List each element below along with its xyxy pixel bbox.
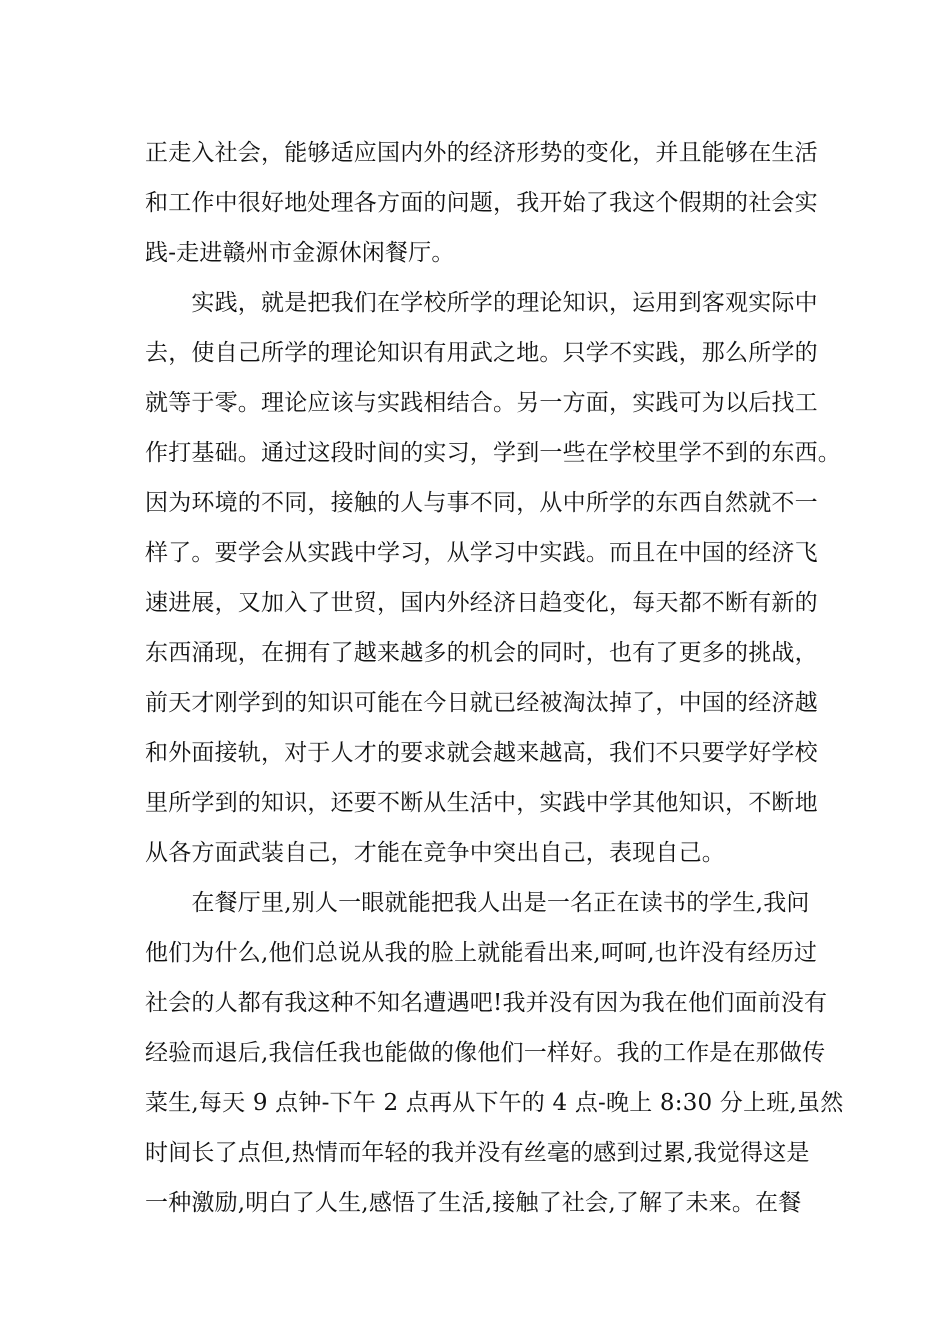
- document-body: [145, 128, 844, 1228]
- text-line: 里所学到的知识，还要不断从生活中，实践中学其他知识，不断地: [145, 790, 818, 816]
- paragraph-2: [145, 278, 841, 878]
- paragraph-1: [145, 128, 835, 278]
- text-line: 经验而退后,我信任我也能做的像他们一样好。我的工作是在那做传: [145, 1040, 826, 1066]
- text-line: 在餐厅里,别人一眼就能把我人出是一名正在读书的学生,我问: [145, 890, 810, 916]
- text-line: 前天才刚学到的知识可能在今日就已经被淘汰掉了，中国的经济越: [145, 690, 818, 716]
- text-line: 因为环境的不同，接触的人与事不同，从中所学的东西自然就不一: [145, 490, 818, 516]
- text-line: 时间长了点但,热情而年轻的我并没有丝毫的感到过累,我觉得这是: [145, 1140, 810, 1166]
- text-line: 样了。要学会从实践中学习，从学习中实践。而且在中国的经济飞: [145, 540, 818, 566]
- text-line: 实践，就是把我们在学校所学的理论知识，运用到客观实际中: [145, 290, 818, 316]
- text-line: 从各方面武装自己，才能在竞争中突出自己，表现自己。: [145, 840, 725, 866]
- text-line: 东西涌现，在拥有了越来越多的机会的同时，也有了更多的挑战，: [145, 640, 818, 666]
- text-line: 正走入社会，能够适应国内外的经济形势的变化，并且能够在生活: [145, 140, 818, 166]
- text-line: 和外面接轨，对于人才的要求就会越来越高，我们不只要学好学校: [145, 740, 818, 766]
- text-line: 他们为什么,他们总说从我的脸上就能看出来,呵呵,也许没有经历过: [145, 940, 818, 966]
- text-line: 就等于零。理论应该与实践相结合。另一方面，实践可为以后找工: [145, 390, 818, 416]
- text-line: 去，使自己所学的理论知识有用武之地。只学不实践，那么所学的: [145, 340, 818, 366]
- text-line: 一种激励,明白了人生,感悟了生活,接触了社会,了解了未来。在餐: [145, 1190, 802, 1216]
- text-line: 和工作中很好地处理各方面的问题，我开始了我这个假期的社会实: [145, 190, 818, 216]
- text-line: 践-走进赣州市金源休闲餐厅。: [145, 240, 455, 266]
- text-line: 菜生,每天 9 点钟-下午 2 点再从下午的 4 点-晚上 8:30 分上班,虽然: [145, 1090, 844, 1116]
- paragraph-3: [145, 878, 844, 1228]
- text-line: 作打基础。通过这段时间的实习，学到一些在学校里学不到的东西。: [145, 440, 841, 466]
- text-line: 社会的人都有我这种不知名遭遇吧!我并没有因为我在他们面前没有: [145, 990, 828, 1016]
- text-line: 速进展，又加入了世贸，国内外经济日趋变化，每天都不断有新的: [145, 590, 818, 616]
